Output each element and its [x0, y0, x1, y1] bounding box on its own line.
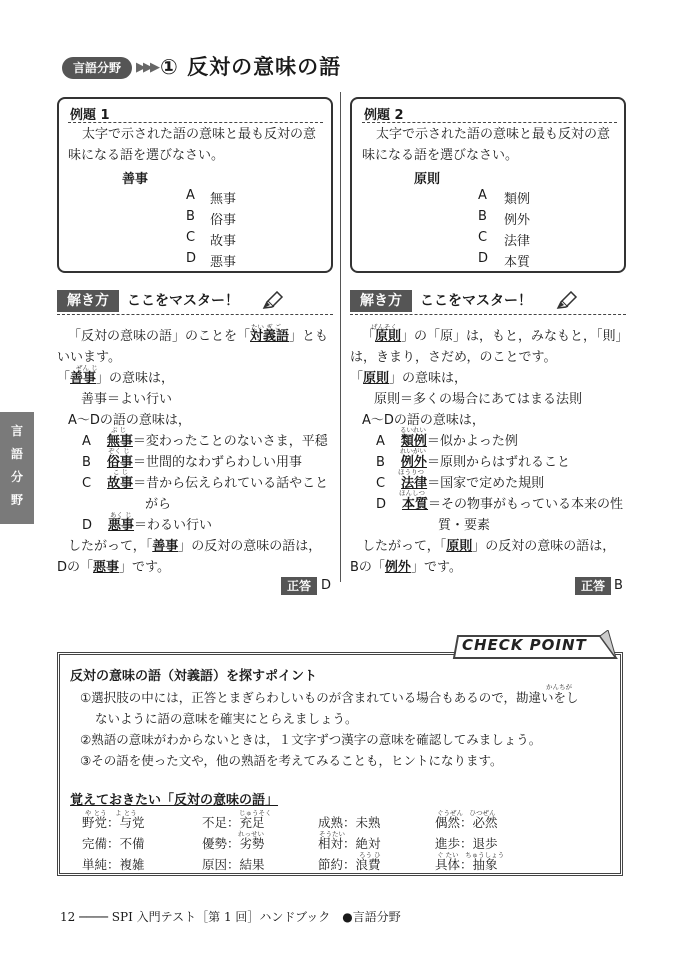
solution-1-line: がら [145, 497, 172, 512]
vocab-pair: 完備：不備 [82, 836, 145, 851]
solution-2-item: C 法律＝国家で定めた規則 [376, 476, 545, 491]
side-tab-char: 野 [11, 493, 24, 507]
example-1-target-word: 善事 [122, 172, 149, 187]
vocab-pair: 偶然：必然 [435, 815, 498, 830]
solution-1-line: 善事＝よい行い [81, 392, 173, 407]
solution-2-line: 「原則」の「原」は，もと，みなもと，「則」 [362, 329, 629, 344]
solution-2-line: は，きまり，さだめ，のことです。 [350, 350, 557, 365]
answer-value: D [321, 578, 332, 593]
example-1-option-text: 悪事 [210, 255, 237, 270]
solution-2-line: 「原則」の意味は， [350, 371, 468, 386]
ruby-text: れっせい [238, 830, 264, 838]
vocab-pair: 節約：浪費 [318, 857, 381, 872]
ruby-text: ぐうぜん ひつぜん [437, 809, 496, 817]
ruby-text: れいがい [400, 447, 426, 455]
example-2-prompt-line1: 太字で示された語の意味と最も反対の意 [376, 127, 611, 142]
solution-2-title: ここをマスター！ [420, 293, 532, 309]
solution-1-line: したがって，「善事」の反対の意味の語は， [68, 539, 322, 554]
example-1-option-text: 無事 [210, 192, 237, 207]
solution-2-badge: 解き方 [350, 290, 412, 312]
vocab-pair: 野党：与党 [82, 815, 145, 830]
example-2-option-text: 本質 [504, 255, 531, 270]
category-badge: 言語分野 [62, 57, 132, 79]
example-2-option-text: 例外 [504, 213, 531, 228]
check-point-line: ③その語を使った文や，他の熟語を考えてみることも，ヒントになります。 [80, 753, 503, 768]
example-2-option-text: 法律 [504, 234, 531, 249]
check-point-line: ないように語の意味を確実にとらえましょう。 [95, 711, 358, 726]
solution-1-item: C 故事＝昔から伝えられている話やこと [82, 476, 329, 491]
example-1-option-letter: B [186, 209, 195, 224]
solution-2-line: Bの「例外」です。 [350, 560, 462, 575]
ruby-text: ぜん じ [76, 364, 98, 372]
solution-2-item: D 本質＝その物事がもっている本来の性 [376, 497, 624, 512]
example-2-heading: 例題 2 [364, 108, 404, 123]
ruby-text: るいれい [400, 426, 426, 434]
solution-2-divider [350, 314, 626, 315]
solution-2-line: A～Dの語の意味は， [362, 413, 485, 428]
ruby-text: げんそく [371, 323, 397, 331]
check-point-line: ①選択肢の中には，正答とまぎらわしいものが含まれている場合もあるので，勘違いをし [80, 690, 579, 705]
side-tab-char: 言 [11, 424, 24, 438]
answer-label: 正答 [281, 577, 317, 595]
vocab-list-heading: 覚えておきたい「反対の意味の語」 [70, 793, 279, 808]
example-1-option-text: 俗事 [210, 213, 237, 228]
answer-label: 正答 [575, 577, 611, 595]
page-title: ① 反対の意味の語 [160, 55, 342, 79]
solution-2-line: 原則＝多くの場合にあてはまる法則 [374, 392, 583, 407]
ruby-text: かんちが [546, 683, 572, 691]
vocab-pair: 原因：結果 [202, 857, 265, 872]
ruby-text: こ じ [113, 468, 129, 476]
example-2-target-word: 原則 [414, 172, 441, 187]
ruby-text: ほうりつ [398, 468, 424, 476]
example-1-prompt-line1: 太字で示された語の意味と最も反対の意 [82, 127, 317, 142]
solution-1-badge: 解き方 [57, 290, 119, 312]
solution-1-divider [57, 314, 333, 315]
ruby-text: あく じ [110, 511, 132, 519]
example-1-prompt-line2: 味になる語を選びなさい。 [68, 148, 225, 163]
vocab-pair: 進歩：退歩 [435, 836, 498, 851]
check-point-line: ②熟語の意味がわからないときは，１文字ずつ漢字の意味を確認してみましょう。 [80, 732, 542, 747]
solution-1-item: A 無事＝変わったことのないさま，平穏 [82, 434, 328, 449]
example-1-heading: 例題 1 [70, 108, 110, 123]
example-2-option-letter: C [478, 230, 488, 245]
vocab-pair: 優勢：劣勢 [202, 836, 265, 851]
ruby-text: ぞく じ [108, 447, 130, 455]
vocab-pair: 成熟：未熟 [318, 815, 381, 830]
column-divider [340, 92, 341, 582]
solution-1-line: A～Dの語の意味は， [68, 413, 191, 428]
ruby-text: そうたい [319, 830, 345, 838]
solution-1-item: B 俗事＝世間的なわずらわしい用事 [82, 455, 302, 470]
solution-1-item: D 悪事＝わるい行い [82, 518, 213, 533]
ruby-text: ぶ じ [111, 426, 127, 434]
check-point-heading: 反対の意味の語（対義語）を探すポイント [70, 669, 318, 684]
side-tab-char: 分 [11, 470, 24, 484]
solution-1-title: ここをマスター！ [127, 293, 239, 309]
check-point-title: CHECK POINT [462, 636, 587, 654]
example-1-option-letter: A [186, 188, 195, 203]
example-2-option-letter: D [478, 251, 489, 266]
example-2-option-text: 類例 [504, 192, 531, 207]
example-1-divider [68, 122, 323, 123]
example-2-prompt-line2: 味になる語を選びなさい。 [362, 148, 519, 163]
example-1-option-letter: D [186, 251, 197, 266]
ruby-text: たい ぎ ご [251, 323, 282, 331]
vocab-pair: 単純：複雑 [82, 857, 145, 872]
solution-1-line: Dの「悪事」です。 [57, 560, 170, 575]
pencil-icon [262, 291, 284, 311]
solution-1-line: 「善事」の意味は， [57, 371, 175, 386]
side-section-tab [0, 412, 34, 524]
solution-1-line: いいます。 [57, 350, 121, 365]
example-1-option-text: 故事 [210, 234, 237, 249]
side-tab-char: 語 [11, 447, 24, 461]
ruby-text: ほんしつ [399, 489, 425, 497]
ruby-text: ぐ たい ちゅうしょう [437, 851, 505, 859]
example-1-option-letter: C [186, 230, 196, 245]
solution-2-item: B 例外＝原則からはずれること [376, 455, 570, 470]
vocab-pair: 相対：絶対 [318, 836, 381, 851]
solution-1-line: 「反対の意味の語」のことを「対義語」とも [68, 329, 329, 344]
example-2-option-letter: B [478, 209, 487, 224]
example-2-option-letter: A [478, 188, 487, 203]
example-2-divider [362, 122, 617, 123]
vocab-pair: 不足：充足 [202, 815, 265, 830]
page-footer: 12 ──── SPI 入門テスト［第 1 回］ハンドブック ●言語分野 [60, 910, 401, 924]
solution-2-line: 質・要素 [438, 518, 491, 533]
vocab-pair: 具体：抽象 [435, 857, 498, 872]
answer-value: B [614, 578, 623, 593]
ruby-text: や とう よ とう [85, 809, 137, 817]
ruby-text: じゅうそく [239, 809, 272, 817]
pencil-icon [556, 291, 578, 311]
triple-arrow-icon: ▶▶▶ [136, 60, 157, 75]
solution-2-item: A 類例＝似かよった例 [376, 434, 518, 449]
solution-2-line: したがって，「原則」の反対の意味の語は， [362, 539, 616, 554]
ruby-text: ろう ひ [359, 851, 381, 859]
